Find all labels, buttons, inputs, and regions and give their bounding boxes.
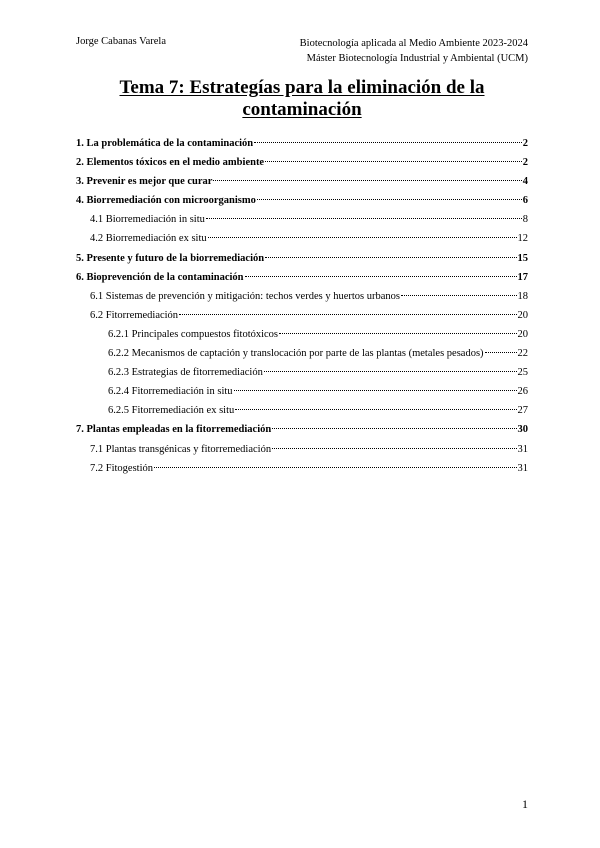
toc-entry-page: 6 bbox=[522, 195, 528, 207]
toc-dot-leader bbox=[179, 314, 516, 315]
toc-entry-page: 30 bbox=[517, 424, 528, 436]
toc-entry-label: 6.1 Sistemas de prevención y mitigación: techos verdes y huertos urbanos bbox=[90, 290, 400, 302]
page-title bbox=[76, 77, 528, 121]
toc-entry-page: 2 bbox=[522, 157, 528, 169]
toc-dot-leader bbox=[265, 161, 522, 162]
toc-entry-label: 4.1 Biorremediación in situ bbox=[90, 214, 205, 226]
toc-entry-page: 22 bbox=[517, 348, 528, 360]
toc-entry-label: 4. Biorremediación con microorganismo bbox=[76, 195, 256, 207]
toc-dot-leader bbox=[206, 218, 522, 219]
toc-entry-label: 7. Plantas empleadas en la fitorremediación bbox=[76, 424, 272, 436]
toc-dot-leader bbox=[257, 199, 522, 200]
toc-entry[interactable] bbox=[76, 310, 528, 329]
toc-dot-leader bbox=[254, 142, 522, 143]
toc-entry[interactable] bbox=[76, 367, 528, 386]
toc-entry[interactable] bbox=[76, 214, 528, 233]
page-number: 1 bbox=[522, 797, 528, 811]
header-course-info bbox=[300, 36, 528, 66]
toc-entry-label: 5. Presente y futuro de la biorremediación bbox=[76, 252, 265, 264]
toc-entry-label: 6. Bioprevención de la contaminación bbox=[76, 271, 244, 283]
toc-dot-leader bbox=[272, 428, 516, 429]
toc-entry-page: 26 bbox=[517, 386, 528, 398]
toc-dot-leader bbox=[264, 371, 517, 372]
toc-dot-leader bbox=[485, 352, 517, 353]
toc-entry[interactable] bbox=[76, 329, 528, 348]
toc-entry-page: 15 bbox=[517, 252, 528, 264]
toc-dot-leader bbox=[401, 295, 517, 296]
toc-entry-page: 31 bbox=[517, 462, 528, 474]
toc-entry[interactable] bbox=[76, 424, 528, 443]
toc-entry[interactable] bbox=[76, 138, 528, 157]
toc-entry-label: 6.2.3 Estrategias de fitorremediación bbox=[108, 367, 263, 379]
header-program: Máster Biotecnología Industrial y Ambiental (UCM) bbox=[306, 53, 528, 64]
toc-entry[interactable] bbox=[76, 233, 528, 252]
table-of-contents bbox=[76, 138, 528, 482]
toc-dot-leader bbox=[265, 257, 516, 258]
toc-entry-page: 17 bbox=[517, 271, 528, 283]
toc-entry[interactable] bbox=[76, 195, 528, 214]
toc-entry[interactable] bbox=[76, 176, 528, 195]
toc-entry-page: 25 bbox=[517, 367, 528, 379]
toc-entry-label: 7.1 Plantas transgénicas y fitorremediación bbox=[90, 443, 272, 455]
toc-entry-page: 20 bbox=[517, 328, 528, 340]
toc-dot-leader bbox=[245, 276, 517, 277]
toc-entry[interactable] bbox=[76, 272, 528, 291]
toc-entry-label: 7.2 Fitogestión bbox=[90, 462, 154, 474]
toc-entry-page: 4 bbox=[522, 176, 528, 188]
toc-entry[interactable] bbox=[76, 463, 528, 482]
toc-entry-label: 1. La problemática de la contaminación bbox=[76, 138, 254, 149]
toc-entry[interactable] bbox=[76, 444, 528, 463]
toc-entry[interactable] bbox=[76, 157, 528, 176]
toc-entry-label: 6.2.4 Fitorremediación in situ bbox=[108, 386, 233, 398]
toc-entry-label: 3. Prevenir es mejor que curar bbox=[76, 176, 213, 188]
toc-dot-leader bbox=[234, 390, 517, 391]
title-line-2: contaminación bbox=[242, 99, 362, 120]
title-line-1: Tema 7: Estrategías para la eliminación de la bbox=[119, 77, 485, 98]
toc-dot-leader bbox=[154, 467, 516, 468]
header-author: Jorge Cabanas Varela bbox=[76, 36, 166, 47]
toc-entry-label: 6.2 Fitorremediación bbox=[90, 309, 179, 321]
toc-entry-page: 18 bbox=[517, 290, 528, 302]
toc-dot-leader bbox=[272, 448, 516, 449]
toc-entry[interactable] bbox=[76, 405, 528, 424]
toc-dot-leader bbox=[235, 409, 516, 410]
toc-entry-page: 27 bbox=[517, 405, 528, 417]
header-course: Biotecnología aplicada al Medio Ambiente 2023-2024 bbox=[299, 38, 528, 49]
toc-dot-leader bbox=[213, 180, 521, 181]
toc-entry-label: 4.2 Biorremediación ex situ bbox=[90, 233, 207, 245]
toc-entry-label: 6.2.2 Mecanismos de captación y translocación por parte de las plantas (metales pesados) bbox=[108, 348, 484, 360]
toc-entry-page: 20 bbox=[517, 309, 528, 321]
toc-entry[interactable] bbox=[76, 253, 528, 272]
toc-entry-page: 2 bbox=[522, 138, 528, 149]
toc-entry-label: 2. Elementos tóxicos en el medio ambiente bbox=[76, 157, 265, 169]
toc-entry[interactable] bbox=[76, 386, 528, 405]
toc-entry-page: 8 bbox=[522, 214, 528, 226]
toc-dot-leader bbox=[279, 333, 516, 334]
toc-entry[interactable] bbox=[76, 291, 528, 310]
toc-entry-label: 6.2.5 Fitorremediación ex situ bbox=[108, 405, 235, 417]
toc-entry-page: 31 bbox=[517, 443, 528, 455]
toc-entry[interactable] bbox=[76, 348, 528, 367]
toc-dot-leader bbox=[208, 237, 517, 238]
toc-entry-label: 6.2.1 Principales compuestos fitotóxicos bbox=[108, 328, 279, 340]
toc-entry-page: 12 bbox=[517, 233, 528, 245]
